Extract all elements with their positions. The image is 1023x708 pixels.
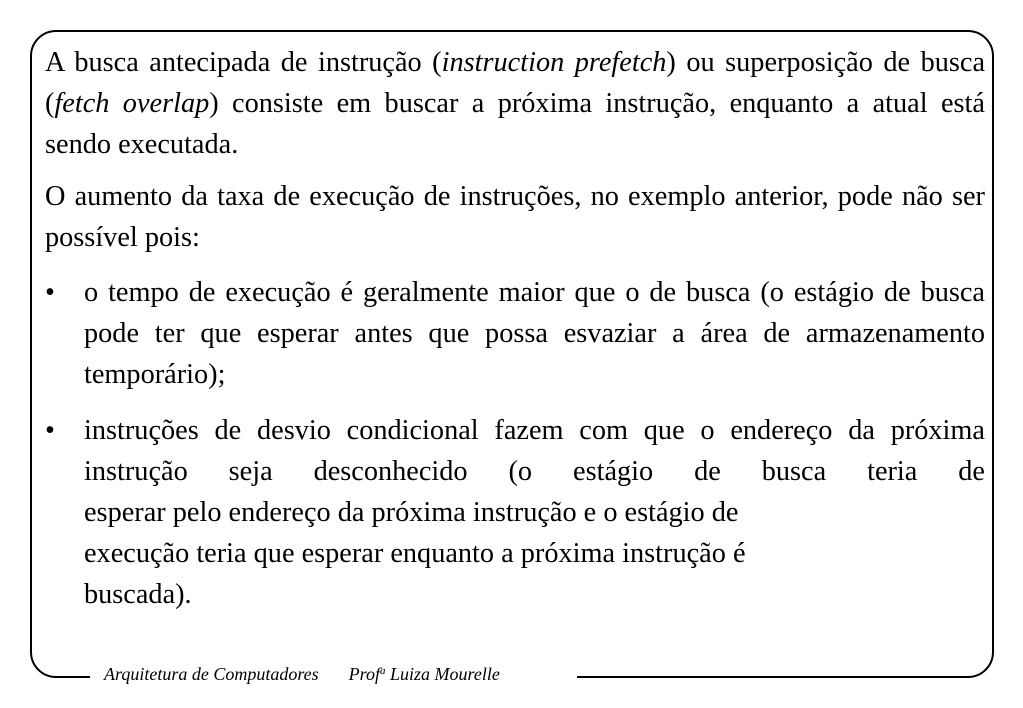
- bullet-item-conditional-branch: [45, 411, 985, 615]
- footer-course-title: Arquitetura de Computadores: [104, 664, 319, 684]
- slide-content: [45, 43, 985, 631]
- paragraph-prefetch-text-1: A busca antecipada de instrução (: [45, 47, 442, 78]
- footer-author: [349, 664, 500, 684]
- bullet-marker: •: [45, 276, 55, 308]
- paragraph-prefetch-text-2: ) ou superposição de busca (: [45, 47, 985, 119]
- bullet-text-line-3: execução teria que esperar enquanto a próxima instrução é: [84, 537, 746, 569]
- bullet-text-line-4: buscada).: [84, 578, 192, 610]
- paragraph-prefetch-text-3: ) consiste em buscar a próxima instrução, enquanto a atual está sendo executada.: [45, 87, 985, 160]
- bullet-item-execution-time: [45, 273, 985, 395]
- footer-author-name: Luiza Mourelle: [385, 664, 500, 684]
- bullet-marker: •: [45, 415, 55, 447]
- footer: [104, 663, 500, 685]
- bullet-text-line-1: instruções de desvio condicional fazem com que o endereço da próxima instrução seja desconhecido (o estágio de busca teria de: [84, 415, 985, 488]
- footer-author-prefix: Prof: [348, 664, 380, 684]
- bullet-text: o tempo de execução é geralmente maior que o de busca (o estágio de busca pode ter que esperar antes que possa esvaziar a área de armazenamento temporário);: [84, 276, 985, 390]
- term-instruction-prefetch: instruction prefetch: [441, 47, 667, 78]
- bullet-text-line-2: esperar pelo endereço da próxima instrução e o estágio de: [84, 496, 739, 528]
- term-fetch-overlap: fetch overlap: [54, 87, 210, 119]
- footer-author-superscript: a: [380, 665, 386, 677]
- paragraph-prefetch: [45, 43, 985, 165]
- paragraph-execution-rate: O aumento da taxa de execução de instruções, no exemplo anterior, pode não ser possível pois:: [45, 181, 985, 254]
